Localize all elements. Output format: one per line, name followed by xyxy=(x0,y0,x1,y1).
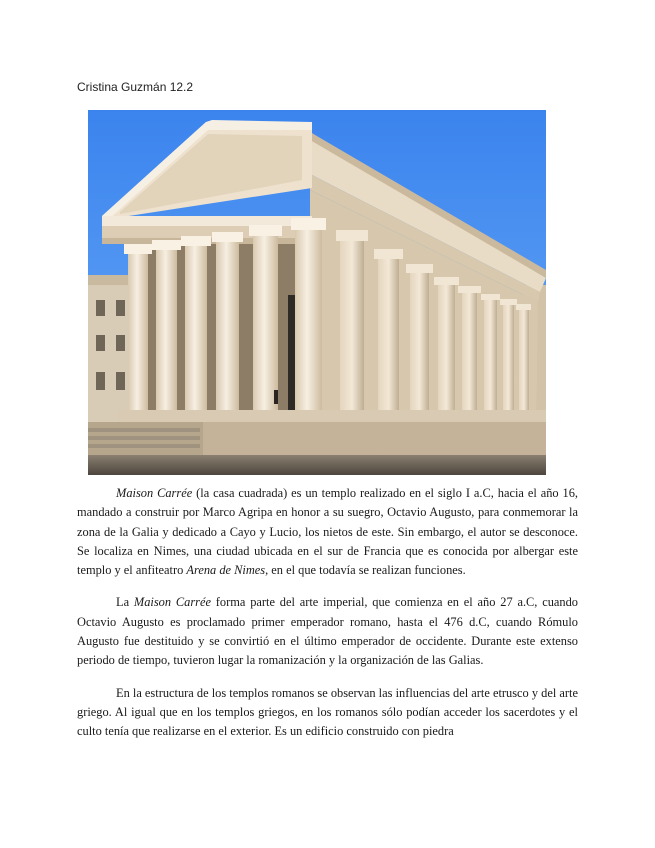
paragraph-text: , en el que todavía se realizan funciones. xyxy=(265,563,466,578)
paragraph-3 xyxy=(77,684,578,742)
italic-term: Maison Carrée xyxy=(116,486,193,500)
paragraph-text: En la estructura de los templos romanos se observan las influencias del arte etrusco y del arte griego. Al igual que en los templos griegos, en los romanos sólo podían acceder los sacerdotes y el culto tenía que realizarse en el exterior. Es un edificio construido con piedra xyxy=(77,685,578,739)
paragraph-text: La xyxy=(116,595,134,610)
paragraph-2 xyxy=(77,593,578,670)
author-line: Cristina Guzmán 12.2 xyxy=(77,80,194,94)
italic-term: Maison Carrée xyxy=(133,595,211,610)
paragraph-text: (la casa cuadrada) es un templo realizado en el siglo I a.C, hacia el año 16, mandado a construir por Marco Agripa en honor a su suegro, Octavio Augusto, para conmemorar la zona de la Galia y dedicado a Cayo y Lucio, los nietos de este. Sin embargo, el autor se desconoce. Se localiza en Nimes, una ciudad ubicada en el sur de Francia que es conocida por albergar este templo y el anfiteatro xyxy=(77,486,578,578)
paragraph-text: forma parte del arte imperial, que comienza en el año 27 a.C, cuando Octavio Augusto es proclamado primer emperador romano, hasta el 476 d.C, cuando Rómulo Augusto fue destituido y se convirtió en el último emperador de occidente. Durante este extenso periodo de tiempo, tuvieron lugar la romanización y la organización de las Galias. xyxy=(77,595,578,668)
paragraph-1 xyxy=(77,484,578,580)
italic-term: Arena de Nimes xyxy=(186,563,266,578)
body-text xyxy=(77,484,578,755)
temple-photo xyxy=(88,110,546,475)
